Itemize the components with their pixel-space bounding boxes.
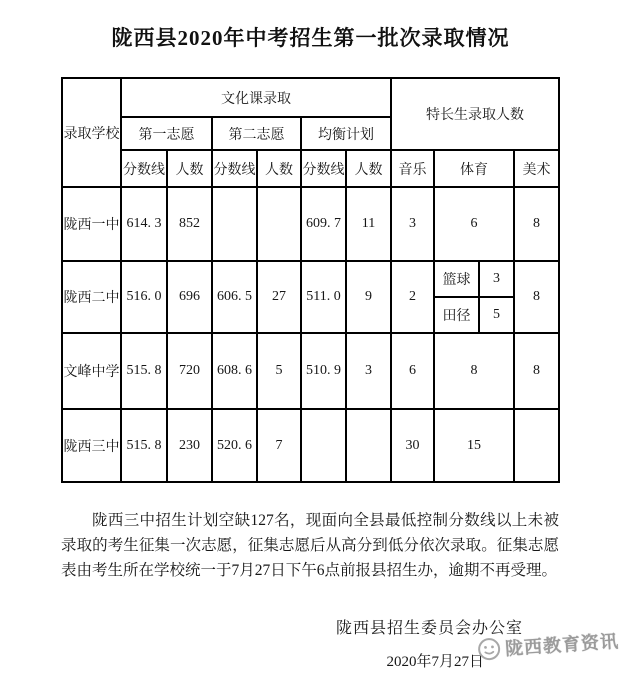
header-special: 特长生录取人数 [391, 78, 559, 150]
header-score-line-2: 分数线 [212, 150, 257, 187]
cell-first-count: 230 [167, 409, 212, 482]
cell-second-count: 7 [257, 409, 301, 482]
cell-second-score: 606. 5 [212, 261, 257, 333]
cell-music: 6 [391, 333, 434, 409]
cell-second-count [257, 187, 301, 261]
watermark-face-icon [476, 636, 502, 662]
cell-art: 8 [514, 187, 559, 261]
footnote-paragraph: 陇西三中招生计划空缺127名，现面向全县最低控制分数线以上未被录取的考生征集一次志愿，征集志愿后从高分到低分依次录取。征集志愿表由考生所在学校统一于7月27日下午6点前报县招生办，逾期不再受理。 [61, 512, 559, 579]
cell-pe: 6 [434, 187, 514, 261]
cell-pe: 8 [434, 333, 514, 409]
header-score-line-3: 分数线 [301, 150, 346, 187]
cell-school: 陇西一中 [62, 187, 121, 261]
watermark-text: 陇西教育资讯 [504, 631, 620, 659]
header-count-1: 人数 [167, 150, 212, 187]
cell-balance-count: 3 [346, 333, 391, 409]
cell-balance-score: 609. 7 [301, 187, 346, 261]
header-balanced-plan: 均衡计划 [301, 117, 391, 150]
cell-pe-sport-count: 5 [479, 297, 514, 333]
table-row [62, 261, 559, 297]
cell-balance-score [301, 409, 346, 482]
signature-office: 陇西县招生委员会办公室 [335, 620, 523, 637]
header-count-3: 人数 [346, 150, 391, 187]
signature-date: 2020年7月27日 [386, 654, 484, 670]
table-row [62, 187, 559, 261]
cell-first-count: 720 [167, 333, 212, 409]
cell-first-score: 515. 8 [121, 333, 167, 409]
cell-first-score: 516. 0 [121, 261, 167, 333]
cell-second-score: 608. 6 [212, 333, 257, 409]
cell-first-count: 852 [167, 187, 212, 261]
header-music: 音乐 [391, 150, 434, 187]
cell-first-count: 696 [167, 261, 212, 333]
header-count-2: 人数 [257, 150, 301, 187]
header-first-choice: 第一志愿 [121, 117, 212, 150]
cell-first-score: 515. 8 [121, 409, 167, 482]
header-school: 录取学校 [62, 78, 121, 187]
cell-balance-count [346, 409, 391, 482]
cell-second-count: 27 [257, 261, 301, 333]
cell-music: 30 [391, 409, 434, 482]
cell-pe-sport-name: 篮球 [434, 261, 479, 297]
cell-school: 陇西三中 [62, 409, 121, 482]
cell-second-score [212, 187, 257, 261]
cell-art: 8 [514, 333, 559, 409]
cell-music: 3 [391, 187, 434, 261]
cell-pe-sport-count: 3 [479, 261, 514, 297]
admission-table [61, 77, 560, 483]
header-pe: 体育 [434, 150, 514, 187]
cell-art: 8 [514, 261, 559, 333]
cell-pe-sport-name: 田径 [434, 297, 479, 333]
table-row [62, 333, 559, 409]
cell-school: 陇西二中 [62, 261, 121, 333]
header-row-3 [62, 150, 559, 187]
cell-balance-score: 510. 9 [301, 333, 346, 409]
header-cultural: 文化课录取 [121, 78, 391, 117]
page-title: 陇西县2020年中考招生第一批次录取情况 [111, 26, 510, 50]
header-second-choice: 第二志愿 [212, 117, 301, 150]
cell-music: 2 [391, 261, 434, 333]
header-score-line-1: 分数线 [121, 150, 167, 187]
cell-second-count: 5 [257, 333, 301, 409]
header-row-1 [62, 78, 559, 117]
cell-second-score: 520. 6 [212, 409, 257, 482]
cell-balance-count: 11 [346, 187, 391, 261]
cell-balance-count: 9 [346, 261, 391, 333]
cell-school: 文峰中学 [62, 333, 121, 409]
cell-balance-score: 511. 0 [301, 261, 346, 333]
table-row [62, 409, 559, 482]
cell-first-score: 614. 3 [121, 187, 167, 261]
cell-art [514, 409, 559, 482]
cell-pe: 15 [434, 409, 514, 482]
header-art: 美术 [514, 150, 559, 187]
